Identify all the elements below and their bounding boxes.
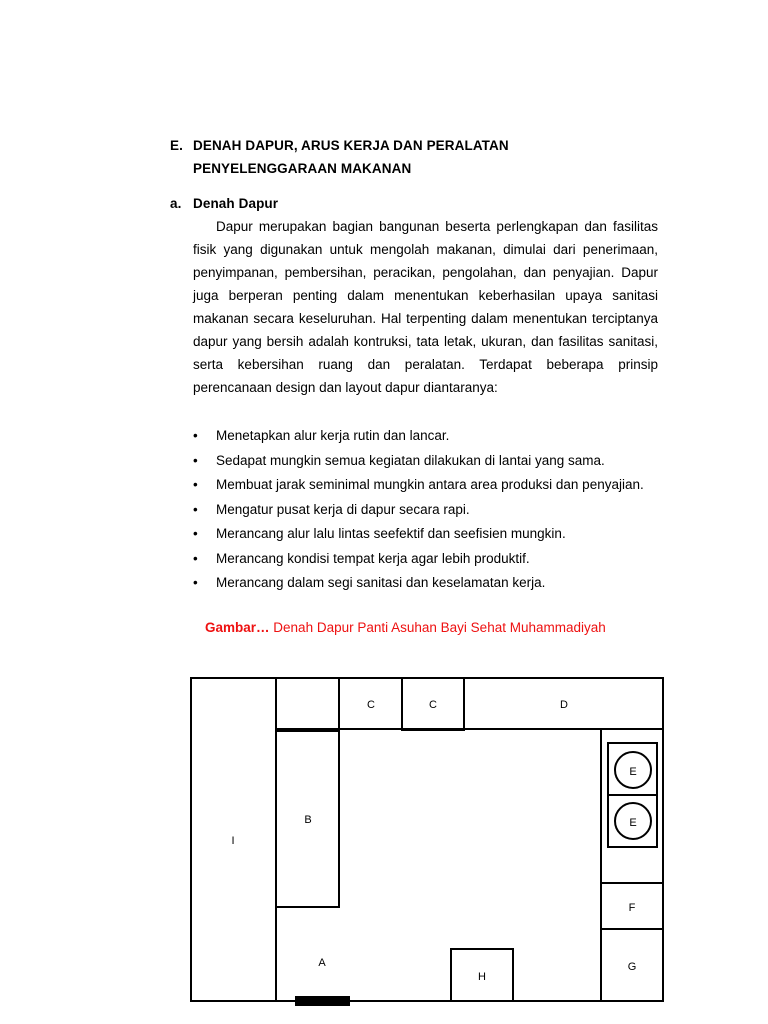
label-b: B: [304, 814, 312, 826]
bullet-icon: •: [193, 428, 198, 443]
section-title-line2: PENYELENGGARAAN MAKANAN: [193, 161, 412, 176]
label-e2: E: [629, 817, 637, 829]
subsection-letter: a.: [170, 196, 182, 211]
list-item-text: Menetapkan alur kerja rutin dan lancar.: [216, 428, 450, 443]
list-item-text: Merancang kondisi tempat kerja agar lebih produktif.: [216, 550, 530, 566]
body-paragraph: Dapur merupakan bagian bangunan beserta perlengkapan dan fasilitas fisik yang digunakan untuk mengolah makanan, dimulai dari penerimaan, penyimpanan, pembersihan, peracikan, pengolahan, dan penyajian. Dapur juga berperan penting dalam menentukan keberhasilan upaya sanitasi makanan secara keseluruhan. Hal terpenting dalam menentukan terciptanya dapur yang bersih adalah kontruksi, tata letak, ukuran, dan fasilitas sanitasi, serta kebersihan ruang dan peralatan. Terdapat beberapa prinsip perencanaan design dan layout dapur diantaranya:: [193, 219, 658, 395]
label-e1: E: [629, 766, 637, 778]
bullet-icon: •: [193, 452, 198, 468]
subsection-title: Denah Dapur: [193, 196, 279, 211]
door: [295, 996, 350, 1006]
list-item-text: Membuat jarak seminimal mungkin antara area produksi dan penyajian.: [216, 477, 644, 492]
label-a: A: [318, 957, 326, 969]
bullet-icon: •: [193, 501, 198, 517]
list-item-text: Merancang dalam segi sanitasi dan keselamatan kerja.: [216, 575, 546, 590]
outer-wall: [191, 678, 663, 1001]
caption-text: Denah Dapur Panti Asuhan Bayi Sehat Muhammadiyah: [273, 620, 606, 635]
list-item-text: Sedapat mungkin semua kegiatan dilakukan di lantai yang sama.: [216, 452, 605, 468]
label-d: D: [560, 699, 568, 711]
list-item-text: Merancang alur lalu lintas seefektif dan seefisien mungkin.: [216, 526, 566, 541]
label-c2: C: [429, 699, 437, 711]
label-g: G: [627, 961, 637, 973]
section-title-line1: DENAH DAPUR, ARUS KERJA DAN PERALATAN: [193, 138, 509, 153]
label-h: H: [478, 971, 486, 983]
section-letter: E.: [170, 138, 183, 153]
label-f: F: [628, 902, 636, 914]
bullet-icon: •: [193, 550, 198, 566]
label-i: I: [231, 835, 235, 847]
label-c1: C: [367, 699, 375, 711]
bullet-icon: •: [193, 526, 198, 541]
bullet-icon: •: [193, 477, 198, 492]
bullet-icon: •: [193, 575, 198, 590]
caption-prefix: Gambar…: [205, 620, 270, 635]
list-item-text: Mengatur pusat kerja di dapur secara rapi.: [216, 501, 470, 517]
